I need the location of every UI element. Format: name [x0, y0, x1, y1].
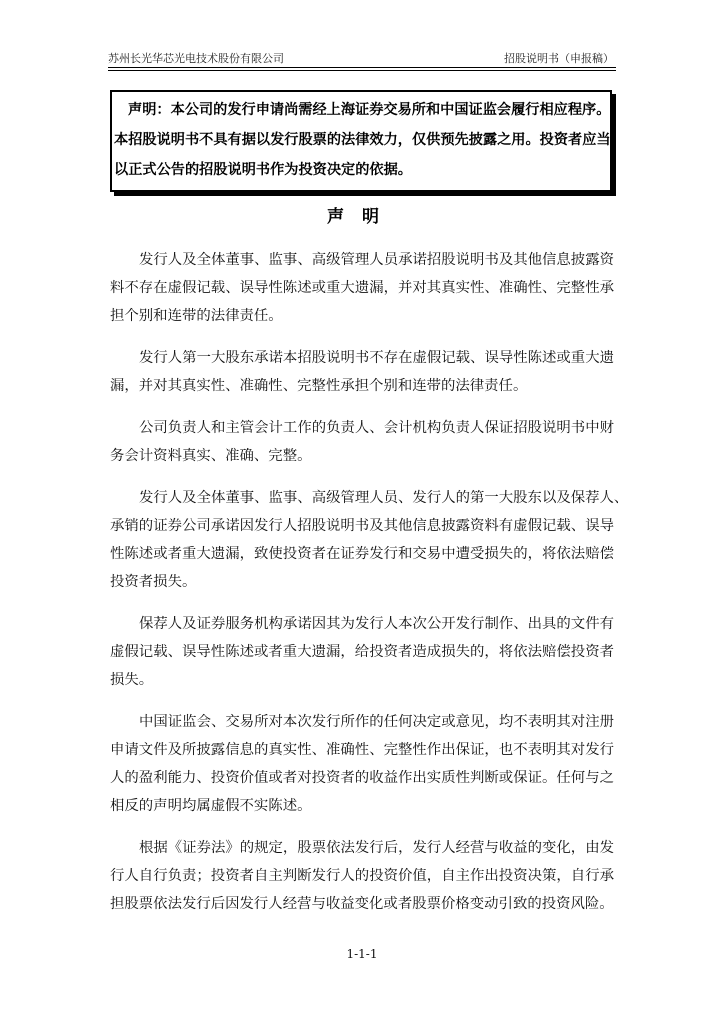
declaration-body [110, 246, 629, 932]
declaration-paragraph [110, 708, 614, 820]
declaration-paragraph [110, 834, 614, 918]
paragraph-line: 性陈述或者重大遗漏，致使投资者在证券发行和交易中遭受损失的，将依法赔偿 [110, 546, 614, 562]
paragraph-line: 根据《证券法》的规定，股票依法发行后，发行人经营与收益的变化，由发 [139, 840, 614, 856]
declaration-paragraph [110, 484, 629, 596]
paragraph-line: 损失。 [110, 672, 154, 688]
header-document-type: 招股说明书（申报稿） [504, 52, 614, 65]
paragraph-line: 行人自行负责；投资者自主判断发行人的投资价值，自主作出投资决策，自行承 [110, 868, 614, 884]
page-title: 声明 [327, 207, 397, 227]
page-header [108, 50, 616, 66]
paragraph-line: 公司负责人和主管会计工作的负责人、会计机构负责人保证招股说明书中财 [139, 420, 614, 436]
paragraph-line: 担个别和连带的法律责任。 [110, 308, 283, 324]
paragraph-line: 担股票依法发行后因发行人经营与收益变化或者股票价格变动引致的投资风险。 [110, 896, 614, 912]
notice-box [110, 90, 612, 192]
paragraph-line: 发行人及全体董事、监事、高级管理人员承诺招股说明书及其他信息披露资 [139, 252, 614, 268]
paragraph-line: 漏，并对其真实性、准确性、完整性承担个别和连带的法律责任。 [110, 378, 528, 394]
paragraph-line: 发行人及全体董事、监事、高级管理人员、发行人的第一大股东以及保荐人、 [139, 490, 629, 506]
paragraph-line: 承销的证券公司承诺因发行人招股说明书及其他信息披露资料有虚假记载、误导 [110, 518, 614, 534]
declaration-paragraph [110, 246, 614, 330]
paragraph-line: 中国证监会、交易所对本次发行所作的任何决定或意见，均不表明其对注册 [139, 714, 614, 730]
header-rule-thin [108, 70, 616, 71]
header-company-name: 苏州长光华芯光电技术股份有限公司 [108, 52, 284, 65]
paragraph-line: 务会计资料真实、准确、完整。 [110, 448, 312, 464]
paragraph-line: 投资者损失。 [110, 574, 197, 590]
notice-line: 本招股说明书不具有据以发行股票的法律效力，仅供预先披露之用。投资者应当 [114, 132, 611, 148]
declaration-paragraph [110, 344, 614, 400]
paragraph-line: 保荐人及证券服务机构承诺因其为发行人本次公开发行制作、出具的文件有 [139, 616, 614, 632]
paragraph-line: 料不存在虚假记载、误导性陈述或重大遗漏，并对其真实性、准确性、完整性承 [110, 280, 614, 296]
paragraph-line: 相反的声明均属虚假不实陈述。 [110, 798, 312, 814]
notice-text [112, 95, 614, 185]
declaration-paragraph [110, 414, 614, 470]
paragraph-line: 虚假记载、误导性陈述或者重大遗漏，给投资者造成损失的，将依法赔偿投资者 [110, 644, 614, 660]
paragraph-line: 人的盈利能力、投资价值或者对投资者的收益作出实质性判断或保证。任何与之 [110, 770, 614, 786]
notice-line: 声明：本公司的发行申请尚需经上海证券交易所和中国证监会履行相应程序。 [128, 102, 611, 118]
page-number: 1-1-1 [346, 947, 378, 961]
paragraph-line: 发行人第一大股东承诺本招股说明书不存在虚假记载、误导性陈述或重大遗 [139, 350, 614, 366]
declaration-paragraph [110, 610, 614, 694]
notice-line: 以正式公告的招股说明书作为投资决定的依据。 [114, 162, 412, 178]
paragraph-line: 申请文件及所披露信息的真实性、准确性、完整性作出保证，也不表明其对发行 [110, 742, 614, 758]
header-rule-thick [108, 67, 616, 68]
